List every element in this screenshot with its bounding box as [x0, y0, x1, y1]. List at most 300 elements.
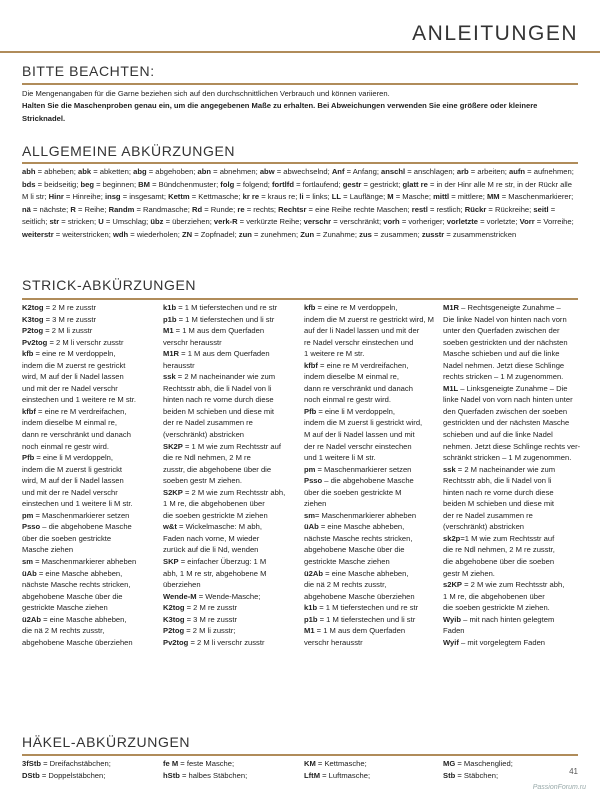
abbreviation-entry: [163, 464, 301, 476]
abbreviation-definition: insgesamt: [129, 192, 164, 201]
abbreviation-entry: [22, 602, 152, 614]
abbreviation-definition: = 1 M aus dem Querfaden: [179, 349, 270, 359]
abbreviation-term: nä: [22, 204, 31, 214]
abbreviation-definition: Masche ziehen: [22, 545, 74, 555]
abbreviation-definition: = eine re M verdoppeln,: [315, 303, 398, 312]
abbreviation-definition: vorheriger: [408, 217, 443, 226]
abbreviation-term: p1b: [304, 614, 318, 624]
abbreviation-entry: [163, 510, 301, 522]
abbreviation-definition: ziehen: [304, 499, 327, 509]
abbreviation-definition: Faden nach vorne, M wieder: [163, 533, 260, 543]
abbreviation-definition: Anfang: [352, 167, 377, 176]
abbreviation-term: pm: [304, 464, 316, 474]
abbreviation-definition: rechts stricken – 1 M zugenommen.: [443, 372, 564, 382]
abbreviation-term: K3tog: [22, 314, 44, 324]
abbreviation-definition: indem die M zuerst re gestrickt wird, M: [304, 314, 434, 324]
general-entry: insg = insgesamt;: [104, 192, 169, 201]
abbreviation-entry: [22, 394, 152, 406]
abbreviation-term: abn: [197, 167, 212, 176]
abbreviation-definition: überziehen: [163, 580, 201, 590]
abbreviation-definition: = 1 M aus dem Querfaden: [173, 326, 265, 336]
abbreviation-definition: weiterstricken: [62, 229, 109, 239]
general-entry: kr re = kraus re;: [242, 192, 300, 201]
abbreviation-definition: eine Reihe rechte Maschen: [315, 204, 408, 214]
abbreviation-definition: (verschränkt) abstricken: [163, 430, 245, 440]
abbreviation-definition: nächste: [39, 204, 67, 214]
abbreviation-entry: [443, 452, 581, 464]
abbreviation-entry: [304, 383, 437, 395]
abbreviation-definition: indem dieselbe M einmal re,: [304, 372, 399, 382]
abbreviation-term: üAb: [22, 568, 37, 578]
abbreviation-entry: [22, 302, 152, 314]
abbreviation-entry: [163, 498, 301, 510]
abbreviation-term: Wende-M: [163, 591, 197, 601]
general-entry: abn = abnehmen;: [197, 167, 260, 176]
abbreviation-definition: abketten: [99, 167, 129, 176]
abbreviation-entry: [304, 510, 437, 522]
abbreviation-entry: [163, 429, 301, 441]
abbreviation-definition: verschr herausstr: [163, 337, 222, 347]
abbreviation-definition: und mit der re Nadel verschr: [22, 487, 118, 497]
abbreviation-entry: [443, 614, 581, 626]
general-entry: zun = zunehmen;: [238, 229, 301, 239]
abbreviation-term: kr re: [242, 192, 260, 201]
general-entry: Hinr = Hinreihe;: [48, 192, 105, 201]
abbreviation-entry: [304, 464, 437, 476]
abbreviation-definition: = Luftmasche;: [320, 771, 371, 781]
general-entry: zus = zusammen;: [359, 229, 422, 239]
abbreviation-entry: [163, 770, 247, 782]
abbreviation-term: Pv2tog: [163, 637, 189, 647]
abbreviation-definition: abwechselnd: [283, 167, 328, 176]
abbreviation-entry: [304, 371, 437, 383]
abbreviation-entry: [163, 406, 301, 418]
general-entry: verk-R = verkürzte Reihe;: [213, 217, 304, 226]
abbreviation-term: Rd: [191, 204, 203, 214]
abbreviation-term: Rechtsr: [278, 204, 307, 214]
abbreviation-term: arb: [456, 167, 469, 176]
general-entry: abh = abheben;: [22, 167, 78, 176]
abbreviation-entry: [304, 758, 370, 770]
abbreviation-entry: [163, 452, 301, 464]
crochet-title: HÄKEL-ABKÜRZUNGEN: [22, 734, 191, 750]
abbreviation-definition: = eine Masche abheben,: [36, 568, 123, 578]
abbreviation-entry: [304, 394, 437, 406]
abbreviation-entry: [443, 360, 581, 372]
abbreviation-term: abg: [133, 167, 147, 176]
knitting-rule: [22, 298, 578, 300]
abbreviation-entry: [304, 487, 437, 499]
abbreviation-term: Zun: [300, 229, 315, 239]
abbreviation-term: hStb: [163, 771, 180, 781]
abbreviation-definition: abheben: [44, 167, 74, 176]
abbreviation-entry: [443, 417, 581, 429]
abbreviation-definition: den Querfaden zwischen der soeben: [443, 406, 568, 416]
general-entry: zusstr = zusammenstricken: [421, 229, 517, 239]
abbreviation-term: seitl: [533, 204, 549, 214]
abbreviation-term: Randm: [108, 204, 135, 214]
abbreviation-definition: Vorreihe: [543, 217, 572, 226]
abbreviation-entry: [22, 614, 152, 626]
abbreviation-entry: [22, 521, 152, 533]
abbreviation-definition: = Wende-Masche;: [196, 591, 261, 601]
general-entry: verschr = verschränkt;: [303, 217, 384, 226]
abbreviation-entry: [22, 498, 152, 510]
abbreviation-term: restl: [411, 204, 428, 214]
abbreviation-entry: [304, 602, 437, 614]
abbreviation-entry: [22, 314, 152, 326]
abbreviation-entry: [163, 579, 301, 591]
abbreviation-definition: gestrickten und der nächsten Masche: [443, 418, 570, 428]
general-entry: vorletzte = vorletzte;: [446, 217, 520, 226]
abbreviation-entry: [443, 579, 581, 591]
abbreviation-entry: [304, 770, 370, 782]
abbreviation-term: M1: [163, 326, 174, 336]
abbreviation-definition: = Wickelmasche: M abh,: [176, 522, 262, 532]
abbreviation-entry: [304, 302, 437, 314]
abbreviation-definition: – Rechtsgeneigte Zunahme –: [459, 303, 561, 312]
knitting-column-1: [22, 302, 152, 648]
abbreviation-definition: dann re verschränkt und danach: [304, 383, 413, 393]
abbreviation-definition: abgehobene Masche überziehen: [22, 637, 133, 647]
abbreviation-term: re: [237, 204, 245, 214]
abbreviation-definition: = 2 M li zusstr: [43, 326, 93, 336]
abbreviation-term: k1b: [163, 303, 177, 312]
abbreviation-definition: einstechen und 1 weitere li M str.: [22, 499, 133, 509]
abbreviation-entry: [443, 441, 581, 453]
general-entry: arb = arbeiten;: [456, 167, 510, 176]
abbreviation-definition: abnehmen: [219, 167, 256, 176]
abbreviation-definition: abgehobene Masche überziehen: [304, 591, 415, 601]
abbreviation-definition: beiden M schieben und diese mit: [163, 406, 275, 416]
abbreviation-definition: gestrickte Masche ziehen: [304, 557, 390, 567]
abbreviation-term: wdh: [112, 229, 129, 239]
abbreviation-definition: die nä 2 M rechts zusstr,: [304, 580, 387, 590]
abbreviation-entry: [163, 544, 301, 556]
abbreviation-term: Vorr: [519, 217, 535, 226]
abbreviation-term: abk: [77, 167, 92, 176]
abbreviation-term: Hinr: [48, 192, 64, 201]
abbreviation-entry: [443, 406, 581, 418]
abbreviation-definition: seitlich: [22, 217, 46, 226]
abbreviation-definition: hinten nach re vorne durch diese: [163, 395, 274, 405]
abbreviation-entry: [163, 325, 301, 337]
abbreviation-entry: [163, 302, 301, 314]
general-entry: weiterstr = weiterstricken;: [22, 229, 113, 239]
abbreviation-term: üAb: [304, 522, 319, 532]
abbreviation-definition: = 1 M tieferstechen und li str: [176, 314, 275, 324]
abbreviation-term: Pfb: [22, 453, 35, 463]
knitting-column-2: [163, 302, 301, 648]
notice-rule: [22, 83, 578, 85]
abbreviation-term: MM: [486, 192, 500, 201]
abbreviation-definition: verschr herausstr: [304, 637, 363, 647]
abbreviation-term: weiterstr: [22, 229, 54, 239]
abbreviation-definition: Umschlag: [112, 217, 147, 226]
watermark: PassionForum.ru: [532, 784, 586, 791]
abbreviation-entry: [443, 429, 581, 441]
abbreviation-term: LL: [331, 192, 342, 201]
notice-line-1: Die Mengenangaben für die Garne beziehen sich auf den durchschnittlichen Verbrauch und können variieren.: [22, 89, 390, 98]
abbreviation-entry: [22, 417, 152, 429]
abbreviation-term: 3fStb: [22, 759, 41, 768]
abbreviation-entry: [443, 371, 581, 383]
abbreviation-entry: [443, 758, 513, 770]
abbreviation-entry: [163, 337, 301, 349]
general-abbreviations: [22, 166, 578, 241]
crochet-column-1: [22, 758, 111, 783]
abbreviation-entry: [22, 337, 152, 349]
abbreviation-definition: schränkt stricken – 1 M zugenommen.: [443, 453, 572, 463]
abbreviation-term: M: [387, 192, 394, 201]
abbreviation-term: K2tog: [163, 603, 185, 613]
abbreviation-definition: soeben gestrickten und der nächsten: [443, 337, 568, 347]
abbreviation-entry: [22, 568, 152, 580]
knitting-column-4: [443, 302, 581, 648]
abbreviation-entry: [304, 429, 437, 441]
abbreviation-definition: zusammen: [380, 229, 418, 239]
abbreviation-definition: Rückreihe: [494, 204, 530, 214]
abbreviation-definition: indem die M zuerst re gestrickt: [22, 360, 126, 370]
abbreviation-entry: [22, 544, 152, 556]
abbreviation-entry: [443, 568, 581, 580]
abbreviation-definition: überziehen: [172, 217, 210, 226]
abbreviation-definition: =1 M wie zum Rechtsstr auf: [460, 533, 555, 543]
abbreviation-entry: [22, 758, 111, 770]
abbreviation-entry: [443, 556, 581, 568]
abbreviation-term: Wyib: [443, 614, 462, 624]
abbreviation-term: Psso: [22, 522, 41, 532]
abbreviation-entry: [22, 371, 152, 383]
abbreviation-definition: zunehmen: [260, 229, 296, 239]
abbreviation-definition: (verschränkt) abstricken: [443, 522, 525, 532]
abbreviation-entry: [443, 464, 581, 476]
general-entry: ZN = Zopfnadel;: [182, 229, 239, 239]
abbreviation-entry: [22, 452, 152, 464]
abbreviation-term: sm: [22, 557, 33, 567]
general-entry: re = rechts;: [237, 204, 279, 214]
abbreviation-term: zus: [359, 229, 372, 239]
general-entry: beg = beginnen;: [80, 179, 139, 189]
abbreviation-definition: zusstr, die abgehobene über die: [163, 464, 272, 474]
abbreviation-definition: = halbes Stäbchen;: [179, 771, 248, 781]
abbreviation-entry: [443, 602, 581, 614]
abbreviation-definition: Zopfnadel: [200, 229, 235, 239]
abbreviation-term: Pfb: [304, 406, 317, 416]
abbreviation-entry: [163, 348, 301, 360]
abbreviation-term: M1: [304, 626, 315, 636]
abbreviation-definition: schieben und auf die linke Nadel: [443, 430, 553, 440]
abbreviation-entry: [22, 533, 152, 545]
abbreviation-entry: [163, 521, 301, 533]
abbreviation-term: übz: [150, 217, 164, 226]
abbreviation-entry: [304, 544, 437, 556]
abbreviation-term: li: [299, 192, 304, 201]
abbreviation-definition: 1 M re, die abgehobenen über: [163, 499, 265, 509]
abbreviation-definition: = eine Masche abheben,: [322, 568, 409, 578]
general-entry: Rückr = Rückreihe;: [464, 204, 534, 214]
general-entry: fortlfd = fortlaufend;: [272, 179, 343, 189]
abbreviation-term: kfb: [304, 303, 316, 312]
abbreviation-term: beg: [80, 179, 95, 189]
abbreviation-definition: herausstr: [163, 360, 195, 370]
general-entry: nä = nächste;: [22, 204, 71, 214]
abbreviation-definition: wird, M auf der li Nadel lassen: [22, 476, 124, 486]
abbreviation-term: K2tog: [22, 303, 44, 312]
abbreviation-definition: = feste Masche;: [178, 759, 235, 768]
abbreviation-definition: Masche: [402, 192, 429, 201]
abbreviation-definition: Faden: [443, 626, 465, 636]
notice-title: BITTE BEACHTEN:: [22, 63, 155, 79]
general-entry: aufn = aufnehmen;: [509, 167, 574, 176]
abbreviation-term: KM: [304, 759, 316, 768]
abbreviation-term: P2tog: [163, 626, 185, 636]
abbreviation-entry: [304, 556, 437, 568]
abbreviation-term: Rückr: [464, 204, 487, 214]
abbreviation-definition: einstechen und 1 weitere re M str.: [22, 395, 136, 405]
abbreviation-definition: = eine re M verdreifachen,: [35, 406, 127, 416]
abbreviation-entry: [304, 533, 437, 545]
abbreviation-term: P2tog: [22, 326, 44, 336]
abbreviation-term: LftM: [304, 771, 321, 781]
abbreviation-term: ü2Ab: [22, 614, 41, 624]
abbreviation-definition: – mit nach hinten gelegtem: [461, 614, 555, 624]
abbreviation-term: glatt re: [402, 179, 428, 189]
abbreviation-entry: [443, 348, 581, 360]
abbreviation-term: M1R: [163, 349, 180, 359]
general-entry: abk = abketten;: [77, 167, 134, 176]
abbreviation-term: abh: [22, 167, 36, 176]
abbreviation-term: w&t: [163, 522, 177, 532]
abbreviation-entry: [163, 591, 301, 603]
abbreviation-entry: [163, 383, 301, 395]
abbreviation-entry: [163, 758, 247, 770]
abbreviation-definition: Die linke Nadel von hinten nach vorn: [443, 314, 567, 324]
abbreviation-definition: re Nadel verschr einstechen und: [304, 337, 414, 347]
abbreviation-definition: beginnen: [102, 179, 134, 189]
general-entry: übz = überziehen;: [150, 217, 214, 226]
abbreviation-entry: [163, 360, 301, 372]
abbreviation-entry: [163, 556, 301, 568]
abbreviation-entry: [443, 544, 581, 556]
abbreviation-definition: 1 M re, die abgehobenen über: [443, 591, 545, 601]
general-entry: anschl = anschlagen;: [381, 167, 457, 176]
abbreviation-term: M1R: [443, 303, 460, 312]
abbreviation-term: vorletzte: [446, 217, 479, 226]
abbreviation-definition: aufnehmen: [533, 167, 572, 176]
general-entry: abw = abwechselnd;: [259, 167, 332, 176]
abbreviation-entry: [304, 521, 437, 533]
abbreviation-definition: = 1 M tieferstechen und re str: [176, 303, 278, 312]
abbreviation-entry: [22, 348, 152, 360]
abbreviation-term: Stb: [443, 771, 456, 781]
abbreviation-definition: 1 weitere re M str.: [304, 349, 365, 359]
abbreviation-entry: [304, 314, 437, 326]
abbreviation-definition: anschlagen: [413, 167, 453, 176]
abbreviation-entry: [443, 637, 581, 649]
abbreviation-definition: die soeben gestrickte M ziehen: [163, 510, 268, 520]
abbreviation-entry: [304, 325, 437, 337]
abbreviation-entry: [304, 637, 437, 649]
abbreviation-definition: = 3 M re zusstr: [43, 314, 97, 324]
abbreviation-definition: = 2 M li verschr zusstr: [47, 337, 124, 347]
abbreviation-definition: die abgehobene über die soeben: [443, 557, 555, 567]
abbreviation-term: U: [98, 217, 104, 226]
crochet-column-4: [443, 758, 513, 783]
abbreviation-definition: Randmasche: [143, 204, 188, 214]
abbreviation-entry: [163, 625, 301, 637]
notice-text: [22, 88, 578, 125]
abbreviation-term: R: [70, 204, 76, 214]
abbreviation-entry: [304, 475, 437, 487]
general-entry: Vorr = Vorreihe;: [519, 217, 574, 226]
abbreviation-definition: Bündchenmuster: [158, 179, 217, 189]
abbreviation-definition: = Maschenmarkierer setzen: [315, 464, 412, 474]
general-entry: Anf = Anfang;: [331, 167, 382, 176]
abbreviation-definition: = Maschenmarkierer abheben: [32, 557, 137, 567]
abbreviation-definition: – die abgehobene Masche: [322, 476, 414, 486]
abbreviation-definition: – Linksgeneigte Zunahme – Die: [458, 383, 568, 393]
abbreviation-term: mittl: [433, 192, 450, 201]
abbreviation-term: sm: [304, 510, 315, 520]
general-entry: str = stricken;: [49, 217, 99, 226]
abbreviation-definition: abgehoben: [155, 167, 194, 176]
abbreviation-definition: und mit der re Nadel verschr: [22, 383, 118, 393]
knitting-column-3: [304, 302, 437, 648]
abbreviation-entry: [304, 498, 437, 510]
abbreviation-entry: [22, 591, 152, 603]
abbreviation-definition: = 1 M tieferstechen und re str: [317, 603, 419, 613]
general-entry: mittl = mittlere;: [433, 192, 487, 201]
abbreviation-definition: – mit vorgelegtem Faden: [458, 637, 546, 647]
abbreviation-term: fortlfd: [272, 179, 294, 189]
abbreviation-definition: linke Nadel von vorn nach hinten unter: [443, 395, 573, 405]
abbreviation-definition: = 2 M re zusstr: [43, 303, 97, 312]
abbreviation-entry: [443, 498, 581, 510]
abbreviation-entry: [22, 441, 152, 453]
abbreviation-entry: [304, 337, 437, 349]
abbreviation-definition: Rechtsstr abh, die li Nadel von li: [443, 476, 552, 486]
knitting-title: STRICK-ABKÜRZUNGEN: [22, 277, 197, 293]
abbreviation-term: abw: [259, 167, 275, 176]
general-entry: Kettm = Kettmasche;: [168, 192, 243, 201]
abbreviation-definition: Zunahme: [322, 229, 355, 239]
abbreviation-entry: [304, 614, 437, 626]
abbreviation-definition: – die abgehobene Masche: [40, 522, 132, 532]
abbreviation-definition: auf der li Nadel lassen und mit der: [304, 326, 420, 336]
abbreviation-entry: [443, 314, 581, 326]
abbreviation-entry: [304, 360, 437, 372]
abbreviation-term: fe M: [163, 759, 179, 768]
header-rule: [0, 51, 600, 53]
abbreviation-definition: nächste Masche rechts stricken,: [22, 580, 131, 590]
abbreviation-term: s2KP: [443, 580, 462, 590]
abbreviation-term: S2KP: [163, 487, 183, 497]
abbreviation-definition: hinten nach re vorne durch diese: [443, 487, 554, 497]
abbreviation-entry: [22, 429, 152, 441]
abbreviation-definition: abgehobene Masche über die: [22, 591, 123, 601]
general-entry: Randm = Randmasche;: [108, 204, 192, 214]
general-entry: gestr = gestrickt;: [342, 179, 403, 189]
abbreviation-definition: indem dieselbe M einmal re,: [22, 418, 117, 428]
abbreviation-entry: [443, 394, 581, 406]
abbreviation-term: kfbf: [304, 360, 318, 370]
abbreviation-entry: [304, 591, 437, 603]
abbreviation-term: insg: [104, 192, 121, 201]
general-entry: U = Umschlag;: [98, 217, 151, 226]
abbreviation-definition: nehmen. Jetzt diese Schlinge rechts ver-: [443, 441, 581, 451]
abbreviation-entry: [443, 510, 581, 522]
